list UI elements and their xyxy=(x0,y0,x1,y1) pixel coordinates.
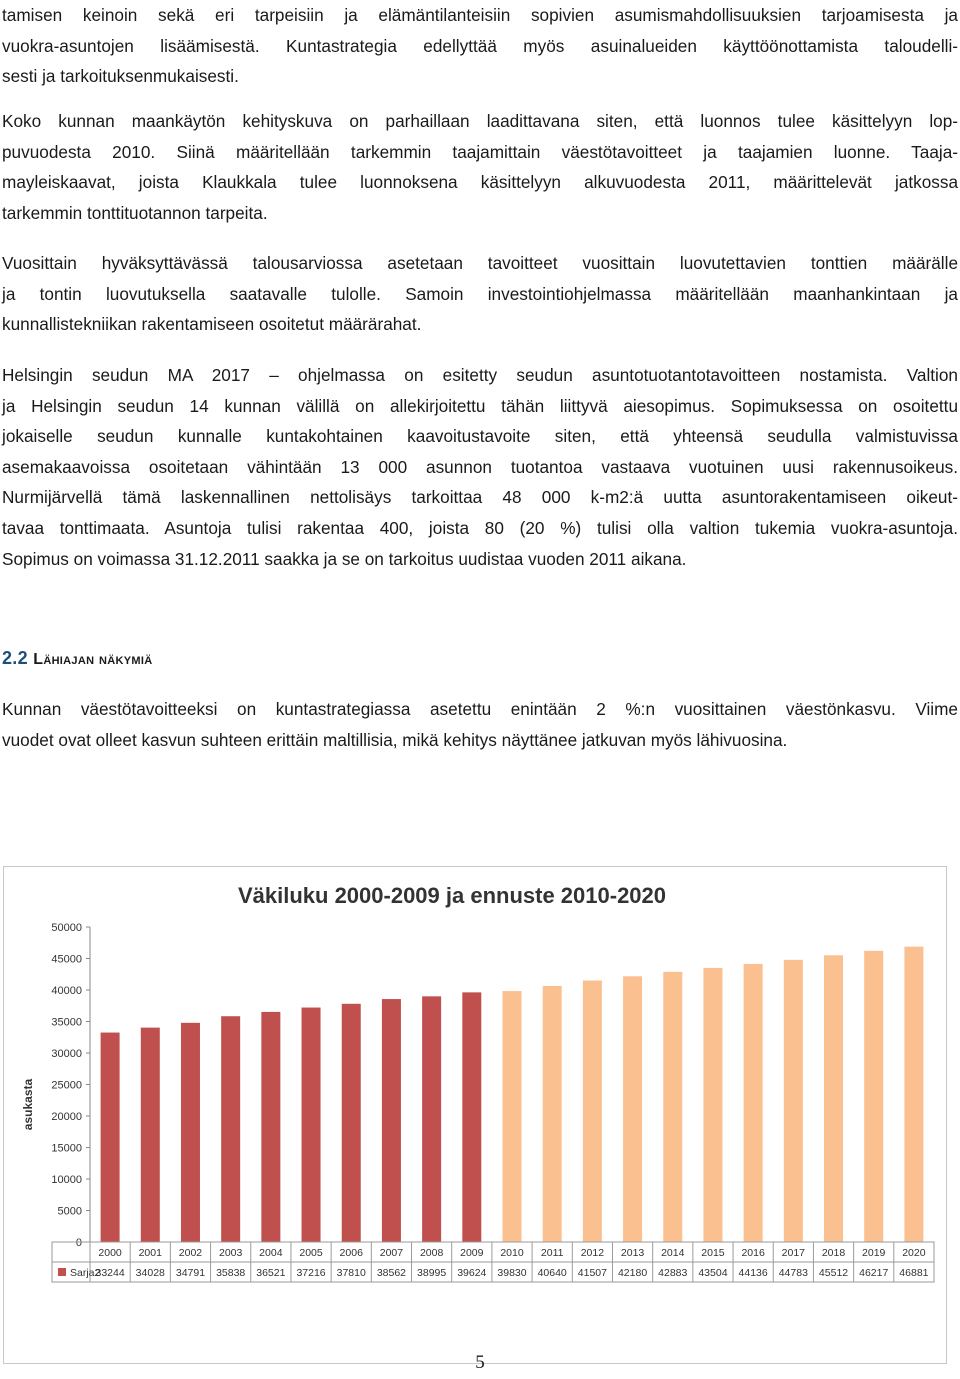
bar-2016 xyxy=(744,964,763,1242)
y-tick-label: 15000 xyxy=(51,1142,82,1155)
paragraph-housing-strategy xyxy=(2,0,958,92)
data-value-label: 37216 xyxy=(296,1267,326,1279)
x-tick-label: 2010 xyxy=(500,1247,524,1259)
data-value-label: 39830 xyxy=(497,1267,527,1279)
x-tick-label: 2007 xyxy=(379,1247,404,1259)
bar-2011 xyxy=(543,986,562,1242)
data-value-label: 42180 xyxy=(617,1267,648,1279)
population-chart-svg xyxy=(4,867,946,1363)
x-tick-label: 2017 xyxy=(781,1247,806,1259)
text-line: puvuodesta 2010. Siinä määritellään tarkemmin taajamittain väestötavoitteet ja taajamien luonne. Taaja- xyxy=(2,141,958,162)
data-value-label: 35838 xyxy=(216,1267,246,1279)
data-value-label: 36521 xyxy=(256,1267,286,1279)
bar-2014 xyxy=(663,972,682,1242)
x-tick-label: 2002 xyxy=(178,1247,203,1259)
bar-2004 xyxy=(261,1012,280,1242)
bar-2001 xyxy=(141,1028,160,1242)
y-tick-label: 20000 xyxy=(51,1111,82,1123)
data-value-label: 37810 xyxy=(336,1267,366,1279)
data-value-label: 34791 xyxy=(175,1267,206,1279)
x-tick-label: 2014 xyxy=(661,1247,685,1259)
y-axis-label: asukasta xyxy=(21,1078,35,1131)
bar-2019 xyxy=(864,951,883,1242)
bar-2006 xyxy=(342,1004,361,1242)
data-value-label: 46881 xyxy=(899,1267,929,1279)
data-value-label: 40640 xyxy=(537,1267,567,1279)
data-value-label: 45512 xyxy=(818,1267,849,1279)
text-line: tamisen keinoin sekä eri tarpeisiin ja elämäntilanteisiin sopivien asumismahdollisuuksien tarjoamisesta ja xyxy=(2,5,958,25)
text-line: Vuosittain hyväksyttävässä talousarviossa asetetaan tavoitteet vuosittain luovutettavien tonttien määrälle xyxy=(2,253,958,273)
y-tick-label: 10000 xyxy=(51,1174,82,1186)
text-line: Kunnan väestötavoitteeksi on kuntastrategiassa asetettu enintään 2 %:n vuosittainen väestönkasvu. Viime xyxy=(2,699,958,719)
paragraph-population-target xyxy=(2,694,958,755)
x-tick-label: 2011 xyxy=(540,1247,564,1259)
x-tick-label: 2019 xyxy=(862,1247,886,1259)
data-value-label: 38995 xyxy=(417,1267,447,1279)
text-line: tavaa tonttimaata. Asuntoja tulisi rakentaa 400, joista 80 (20 %) tulisi olla valtion tukemia vuokra-asuntoja. xyxy=(2,517,958,538)
bar-2002 xyxy=(181,1023,200,1242)
bar-2000 xyxy=(101,1033,120,1242)
bar-2020 xyxy=(904,947,923,1242)
x-tick-label: 2006 xyxy=(339,1247,363,1259)
text-line: Sopimus on voimassa 31.12.2011 saakka ja se on tarkoitus uudistaa vuoden 2011 aikana. xyxy=(2,548,687,569)
section-number: 2.2 xyxy=(2,648,28,668)
data-value-label: 34028 xyxy=(135,1267,165,1279)
text-line: ja tontin luovutuksella saatavalle tulolle. Samoin investointiohjelmassa määritellään maanhankintaan ja xyxy=(2,283,958,304)
bar-2007 xyxy=(382,999,401,1242)
paragraph-land-use-plan xyxy=(2,106,958,228)
x-tick-label: 2001 xyxy=(138,1247,162,1259)
page-number: 5 xyxy=(475,1352,485,1373)
text-line: jokaiselle seudun kunnalle kuntakohtainen kaavoitustavoite siten, että yhteensä seudulla valmistuvissa xyxy=(2,426,958,447)
y-tick-label: 50000 xyxy=(51,922,82,934)
data-value-label: 44136 xyxy=(738,1267,768,1279)
paragraph-budget-targets xyxy=(2,248,958,340)
bar-2015 xyxy=(703,968,722,1242)
text-line: Helsingin seudun MA 2017 – ohjelmassa on esitetty seudun asuntotuotantotavoitteen nostamista. Valtion xyxy=(2,365,958,385)
data-value-label: 33244 xyxy=(95,1267,125,1279)
data-value-label: 43504 xyxy=(698,1267,728,1279)
text-line: sesti ja tarkoituksenmukaisesti. xyxy=(2,66,239,87)
text-line: vuokra-asuntojen lisäämisestä. Kuntastrategia edellyttää myös asuinalueiden käyttöönottamista taloudelli- xyxy=(2,35,958,56)
data-value-label: 38562 xyxy=(376,1267,407,1279)
x-tick-label: 2000 xyxy=(98,1247,122,1259)
data-value-label: 39624 xyxy=(457,1267,487,1279)
data-value-label: 44783 xyxy=(778,1267,808,1279)
x-tick-label: 2005 xyxy=(299,1247,323,1259)
bar-2008 xyxy=(422,996,441,1242)
bar-2009 xyxy=(462,992,481,1242)
y-tick-label: 30000 xyxy=(51,1048,82,1060)
text-line: mayleiskaavat, joista Klaukkala tulee luonnoksena käsittelyyn alkuvuodesta 2011, määrittelevät jatkossa xyxy=(2,172,958,193)
population-chart xyxy=(3,866,947,1364)
y-tick-label: 35000 xyxy=(51,1016,82,1029)
bar-2003 xyxy=(221,1016,240,1242)
y-tick-label: 0 xyxy=(75,1237,82,1249)
text-line: Koko kunnan maankäytön kehityskuva on parhaillaan laadittavana siten, että luonnos tulee käsittelyyn lop- xyxy=(2,111,958,131)
legend-swatch xyxy=(58,1268,66,1276)
text-line: kunnallistekniikan rakentamiseen osoitetut määrärahat. xyxy=(2,314,422,335)
x-tick-label: 2009 xyxy=(460,1247,484,1259)
y-tick-label: 45000 xyxy=(51,953,82,966)
data-value-label: 42883 xyxy=(658,1267,688,1279)
bar-2012 xyxy=(583,981,602,1242)
x-tick-label: 2020 xyxy=(902,1247,926,1259)
text-line: Nurmijärvellä tämä laskennallinen nettolisäys tarkoittaa 48 000 k-m2:ä uutta asuntorakentamiseen oikeut- xyxy=(2,487,958,508)
text-line: tarkemmin tonttituotannon tarpeita. xyxy=(2,202,268,223)
x-tick-label: 2008 xyxy=(419,1247,444,1259)
x-tick-label: 2016 xyxy=(741,1247,765,1259)
x-tick-label: 2015 xyxy=(701,1247,725,1259)
y-tick-label: 25000 xyxy=(51,1079,82,1092)
y-tick-label: 40000 xyxy=(51,985,82,997)
chart-title: Väkiluku 2000-2009 ja ennuste 2010-2020 xyxy=(237,883,667,908)
bar-2013 xyxy=(623,976,642,1242)
data-value-label: 46217 xyxy=(859,1267,889,1279)
x-tick-label: 2004 xyxy=(259,1247,283,1259)
bar-2017 xyxy=(784,960,803,1242)
paragraph-ma-2017-program xyxy=(2,360,958,574)
text-line: vuodet ovat olleet kasvun suhteen erittäin maltillisia, mikä kehitys näyttänee jatkuvan myös lähivuosina. xyxy=(2,729,788,750)
x-tick-label: 2013 xyxy=(620,1247,645,1259)
x-tick-label: 2012 xyxy=(580,1247,605,1259)
section-title: Lähiajan näkymiä xyxy=(33,651,153,668)
bar-2005 xyxy=(302,1008,321,1242)
legend-label: Sarja2 xyxy=(70,1267,101,1279)
x-tick-label: 2003 xyxy=(218,1247,243,1259)
text-line: ja Helsingin seudun 14 kunnan välillä on allekirjoitettu tähän liittyvä aiesopimus. Sopimuksessa on osoitettu xyxy=(2,395,958,416)
section-heading xyxy=(2,648,153,669)
y-tick-label: 5000 xyxy=(57,1205,82,1218)
bar-2010 xyxy=(503,991,522,1242)
x-tick-label: 2018 xyxy=(821,1247,846,1259)
bar-2018 xyxy=(824,955,843,1242)
text-line: asemakaavoissa osoitetaan vähintään 13 000 asunnon tuotantoa vastaava vuotuinen uusi rakennusoikeus. xyxy=(2,456,958,477)
data-value-label: 41507 xyxy=(577,1267,607,1279)
